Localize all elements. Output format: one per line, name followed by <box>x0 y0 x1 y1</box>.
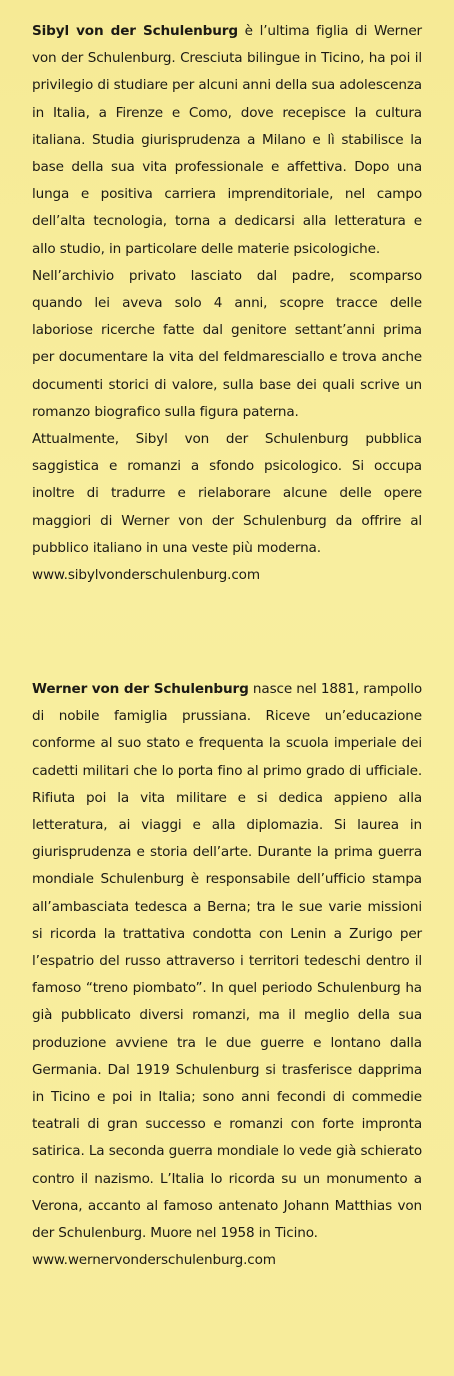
werner-paragraph-1 <box>32 676 422 1247</box>
werner-website: www.wernervonderschulenburg.com <box>32 1252 276 1269</box>
sibyl-text-1: è l’ultima figlia di Werner von der Schulenburg. Cresciuta bilingue in Ticino, ha poi il privilegio di studiare per alcuni anni della sua adolescenza in Italia, a Firenze e Como, dove recepisce la cultura italiana. Studia giurisprudenza a Milano e lì stabilisce la base della sua vita professionale e affettiva. Dopo una lunga e positiva carriera imprenditoriale, nel campo dell’alta tecnologia, torna a dedicarsi alla letteratura e allo studio, in particolare delle materie psicologiche. <box>32 23 422 257</box>
sibyl-website: www.sibylvonderschulenburg.com <box>32 567 260 584</box>
werner-biography <box>32 676 422 1274</box>
sibyl-name: Sibyl von der Schulenburg <box>32 23 238 39</box>
sibyl-biography <box>32 18 422 589</box>
sibyl-paragraph-3: Attualmente, Sibyl von der Schulenburg pubblica saggistica e romanzi a sfondo psicologico. Si occupa inoltre di tradurre e rielaborare alcune delle opere maggiori di Werner von der Schulenburg da offrire al pubblico italiano in una veste più moderna. <box>32 431 422 556</box>
werner-text-1: nasce nel 1881, rampollo di nobile famiglia prussiana. Riceve un’educazione conforme al suo stato e frequenta la scuola imperiale dei cadetti militari che lo porta fino al primo grado di ufficiale. Rifiuta poi la vita militare e si dedica appieno alla letteratura, ai viaggi e alla diplomazia. Si laurea in giurisprudenza e storia dell’arte. Durante la prima guerra mondiale Schulenburg è responsabile dell’ufficio stampa all’ambasciata tedesca a Berna; tra le sue varie missioni si ricorda la trattativa condotta con Lenin a Zurigo per l’espatrio del russo attraverso i territori tedeschi dentro il famoso “treno piombato”. In quel periodo Schulenburg ha già pubblicato diversi romanzi, ma il meglio della sua produzione avviene tra le due guerre e lontano dalla Germania. Dal 1919 Schulenburg si trasferisce dapprima in Ticino e poi in Italia; sono anni fecondi di commedie teatrali di gran successo e romanzi con forte impronta satirica. La seconda guerra mondiale lo vede già schierato contro il nazismo. L’Italia lo ricorda su un monumento a Verona, accanto al famoso antenato Johann Matthias von der Schulenburg. Muore nel 1958 in Ticino. <box>32 681 423 1242</box>
werner-name: Werner von der Schulenburg <box>32 681 249 697</box>
sibyl-paragraph-2: Nell’archivio privato lasciato dal padre, scomparso quando lei aveva solo 4 anni, scopre tracce delle laboriose ricerche fatte dal genitore settant’anni prima per documentare la vita del feldmaresciallo e trova anche documenti storici di valore, sulla base dei quali scrive un romanzo biografico sulla figura paterna. <box>32 267 422 420</box>
sibyl-paragraph-1 <box>32 18 422 263</box>
